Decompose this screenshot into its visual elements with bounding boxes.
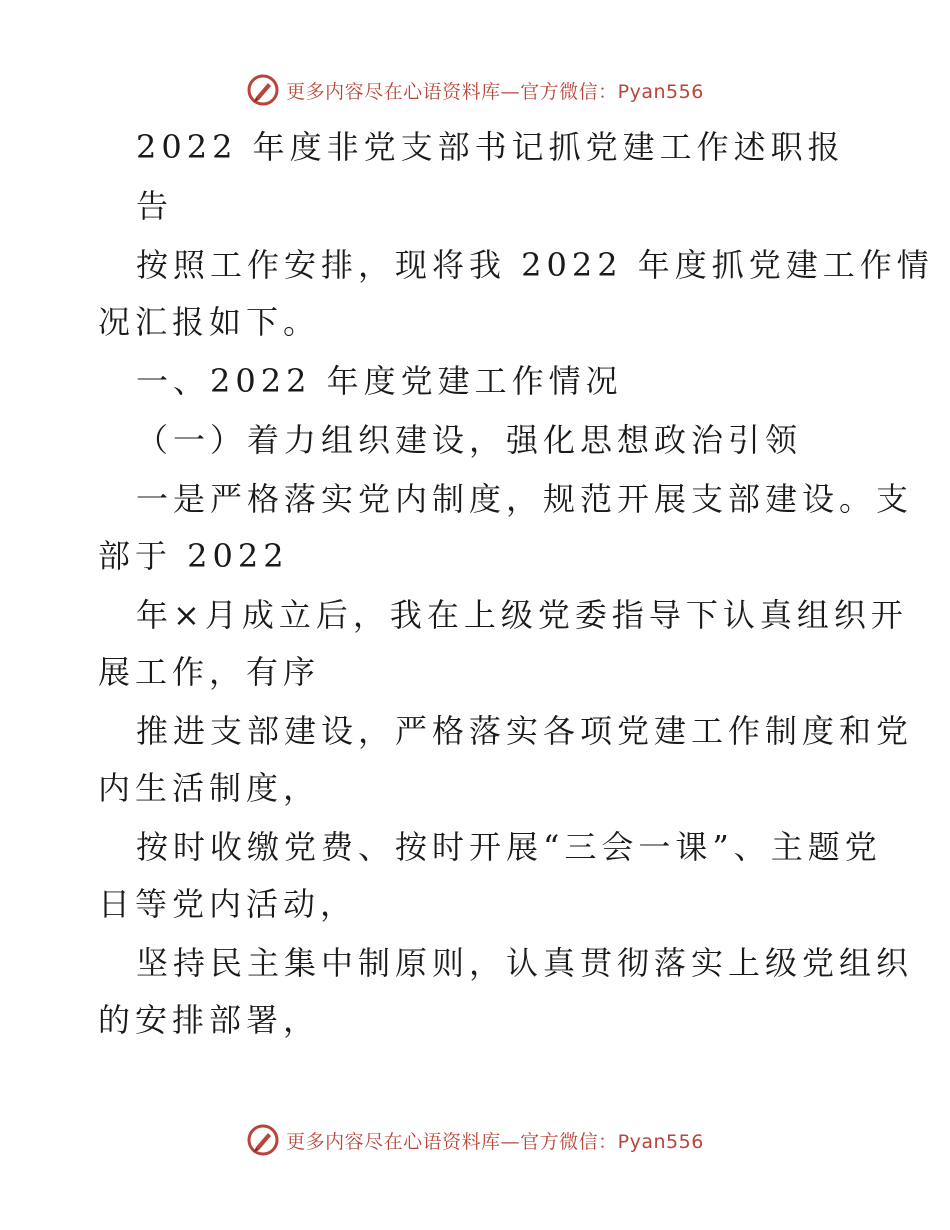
paragraph-line: 况汇报如下。 bbox=[98, 303, 321, 341]
paragraph-line: 按时收缴党费、按时开展“三会一课”、主题党 bbox=[136, 828, 882, 866]
pen-circle-icon bbox=[246, 1123, 280, 1157]
paragraph-line: 年×月成立后，我在上级党委指导下认真组织开 bbox=[136, 596, 908, 634]
section-heading: 一、2022 年度党建工作情况 bbox=[136, 362, 623, 400]
pen-circle-icon bbox=[246, 73, 280, 107]
paragraph-line: 坚持民主集中制原则，认真贯彻落实上级党组织 bbox=[136, 944, 914, 982]
paragraph-line: 部于 2022 bbox=[98, 537, 289, 575]
subsection-heading: （一）着力组织建设，强化思想政治引领 bbox=[136, 421, 803, 459]
paragraph-line: 内生活制度， bbox=[98, 769, 321, 807]
watermark-footer bbox=[0, 1120, 950, 1160]
paragraph-line: 日等党内活动， bbox=[98, 885, 358, 923]
paragraph-line: 推进支部建设，严格落实各项党建工作制度和党 bbox=[136, 712, 914, 750]
watermark-text: 更多内容尽在心语资料库—官方微信：Pyan556 bbox=[286, 1130, 704, 1153]
doc-title-line-2: 告 bbox=[136, 187, 174, 225]
paragraph-line: 一是严格落实党内制度，规范开展支部建设。支 bbox=[136, 480, 914, 518]
paragraph-line: 展工作，有序 bbox=[98, 653, 321, 691]
watermark-text: 更多内容尽在心语资料库—官方微信：Pyan556 bbox=[286, 80, 704, 103]
watermark-header bbox=[0, 70, 950, 110]
doc-title-line-1: 2022 年度非党支部书记抓党建工作述职报 bbox=[136, 128, 845, 166]
paragraph-line: 的安排部署， bbox=[98, 1001, 321, 1039]
paragraph-line: 按照工作安排，现将我 2022 年度抓党建工作情 bbox=[136, 246, 934, 284]
